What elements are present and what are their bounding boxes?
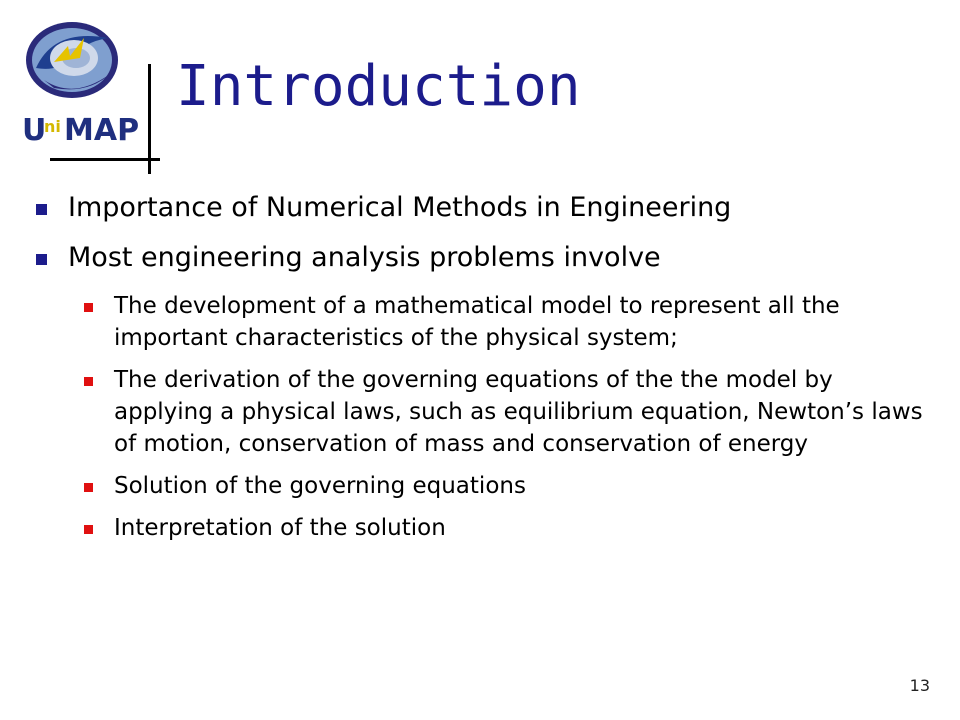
svg-text:U: U [22,113,47,148]
sub-bullet-text: The development of a mathematical model to represent all the important characteristics of the physical system; [114,293,840,351]
sub-bullet-item [114,364,924,460]
title-divider-horizontal [50,158,160,161]
bullet-text: Importance of Numerical Methods in Engineering [68,192,732,223]
unimap-logo-graphic [14,8,154,158]
square-bullet-icon [84,377,93,386]
sub-bullet-item [114,470,924,502]
bullet-item [68,190,960,226]
sub-bullet-text: Interpretation of the solution [114,515,446,541]
bullet-item [68,240,960,276]
square-bullet-icon [84,303,93,312]
slide-title: Introduction [176,54,581,119]
svg-text:ni: ni [44,117,61,136]
square-bullet-icon [36,254,47,265]
unimap-logo [14,8,154,158]
square-bullet-icon [36,204,47,215]
page-number: 13 [909,676,930,695]
sub-bullet-item [114,290,924,354]
square-bullet-icon [84,483,93,492]
svg-text:MAP: MAP [64,113,140,148]
square-bullet-icon [84,525,93,534]
bullet-text: Most engineering analysis problems involve [68,242,661,273]
sub-bullet-item [114,512,924,544]
slide-body [0,190,960,554]
sub-bullet-text: Solution of the governing equations [114,473,526,499]
sub-bullet-text: The derivation of the governing equations of the the model by applying a physical laws, such as equilibrium equation, Newton’s laws of motion, conservation of mass and conservation of energy [114,367,923,457]
